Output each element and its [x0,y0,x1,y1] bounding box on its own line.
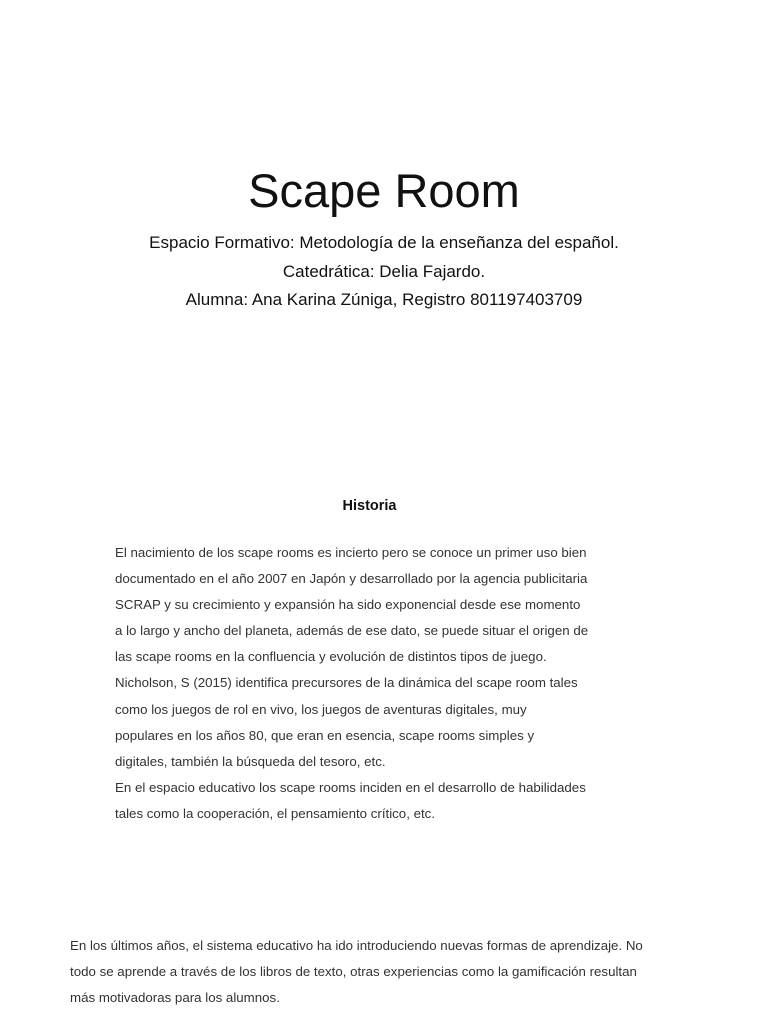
body-line: populares en los años 80, que eran en esencia, scape rooms simples y [115,727,535,743]
document-title: Scape Room [248,164,520,217]
body-line: tales como la cooperación, el pensamiento crítico, etc. [115,805,436,821]
footer-line: más motivadoras para los alumnos. [70,990,280,1006]
subtitle-course: Espacio Formativo: Metodología de la enseñanza del español. [149,233,619,252]
subtitle-block [0,229,768,315]
body-line: como los juegos de rol en vivo, los juegos de aventuras digitales, muy [115,701,527,717]
body-line: documentado en el año 2007 en Japón y desarrollado por la agencia publicitaria [115,571,588,587]
body-line: En el espacio educativo los scape rooms inciden en el desarrollo de habilidades [115,779,586,795]
body-paragraph [115,540,645,827]
body-line: digitales, también la búsqueda del tesoro, etc. [115,753,386,769]
section-heading: Historia [342,498,397,514]
body-line: El nacimiento de los scape rooms es incierto pero se conoce un primer uso bien [115,545,587,560]
footer-line: En los últimos años, el sistema educativo ha ido introduciendo nuevas formas de aprendizaje. No [70,938,643,953]
subtitle-student: Alumna: Ana Karina Zúniga, Registro 801197403709 [185,290,583,309]
body-line: las scape rooms en la confluencia y evolución de distintos tipos de juego. [115,649,547,665]
footer-line: todo se aprende a través de los libros de texto, otras experiencias como la gamificación resultan [70,964,637,980]
body-line: Nicholson, S (2015) identifica precursores de la dinámica del scape room tales [115,675,578,691]
body-line: SCRAP y su crecimiento y expansión ha sido exponencial desde ese momento [115,597,581,613]
subtitle-instructor: Catedrática: Delia Fajardo. [282,261,486,281]
body-line: a lo largo y ancho del planeta, además de ese dato, se puede situar el origen de [115,623,589,639]
footer-paragraph [70,933,710,1011]
